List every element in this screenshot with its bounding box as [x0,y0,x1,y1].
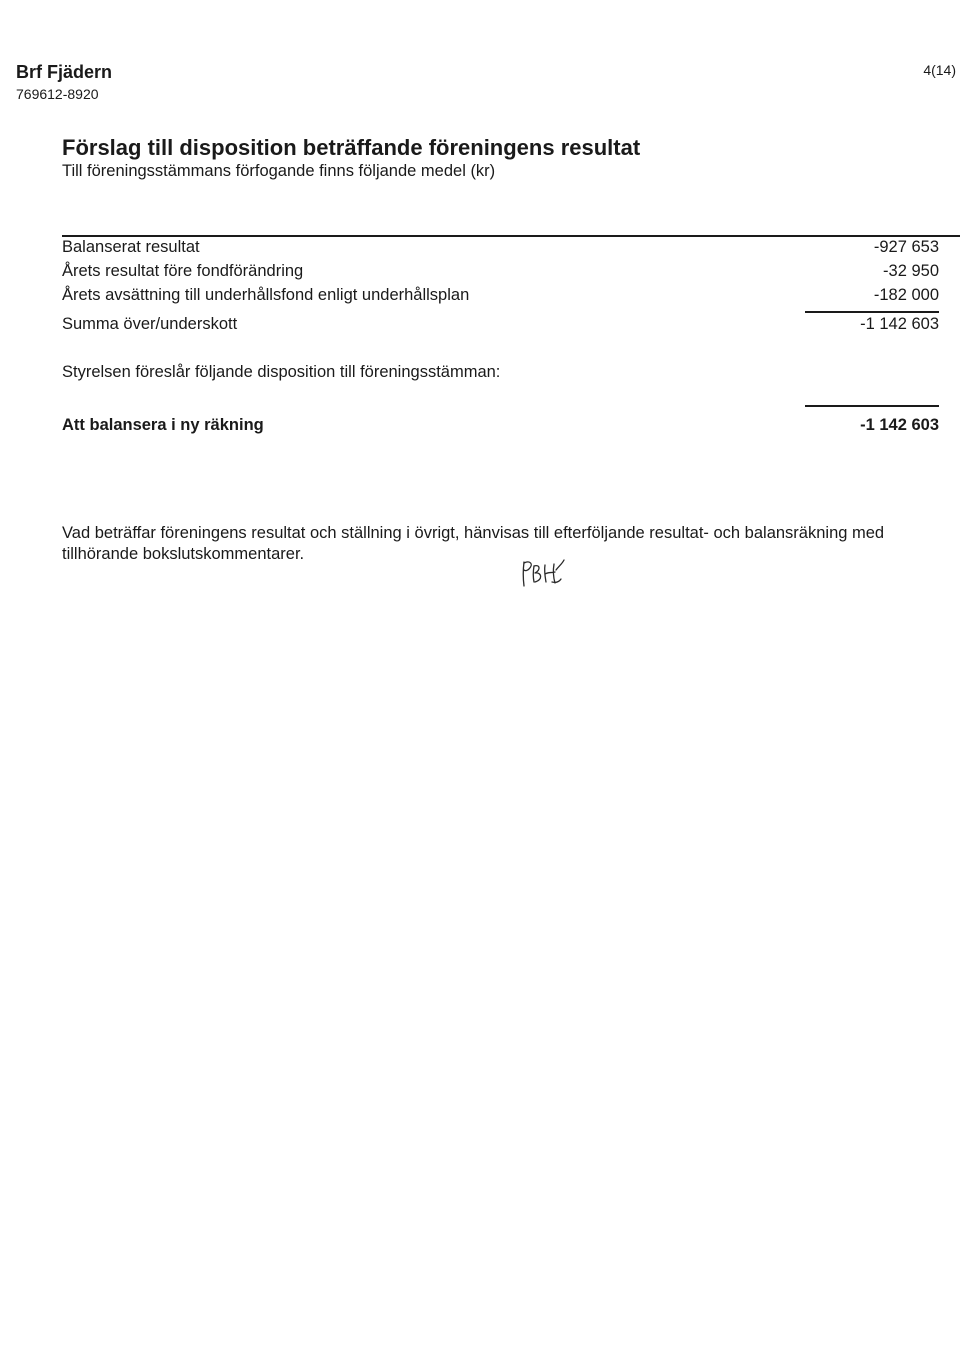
row-value: -927 653 [873,238,939,256]
proposal-intro: Styrelsen föreslår följande disposition till föreningsstämman: [62,363,501,381]
page-number: 4(14) [923,62,956,78]
row-label: Balanserat resultat [62,238,200,256]
row-value: -182 000 [873,286,939,304]
row-value: -32 950 [883,262,939,280]
final-row-value: -1 142 603 [860,416,939,434]
organization-number: 769612-8920 [16,86,99,102]
document-title: Förslag till disposition beträffande föreningens resultat [62,135,641,160]
row-label: Årets avsättning till underhållsfond enligt underhållsplan [62,286,470,304]
document-subtitle: Till föreningsstämmans förfogande finns följande medel (kr) [62,162,496,180]
row-value: -1 142 603 [860,315,939,333]
footer-text: Vad beträffar föreningens resultat och ställning i övrigt, hänvisas till efterföljande resultat- och balansräkning med tillhörande bokslutskommentarer. [62,524,885,563]
sum-divider [805,311,939,313]
row-label: Årets resultat före fondförändring [62,262,304,280]
final-row-label: Att balansera i ny räkning [62,416,264,434]
final-divider [805,405,939,407]
signature-initials [512,552,572,592]
row-label: Summa över/underskott [62,315,238,333]
organization-name: Brf Fjädern [16,62,113,82]
